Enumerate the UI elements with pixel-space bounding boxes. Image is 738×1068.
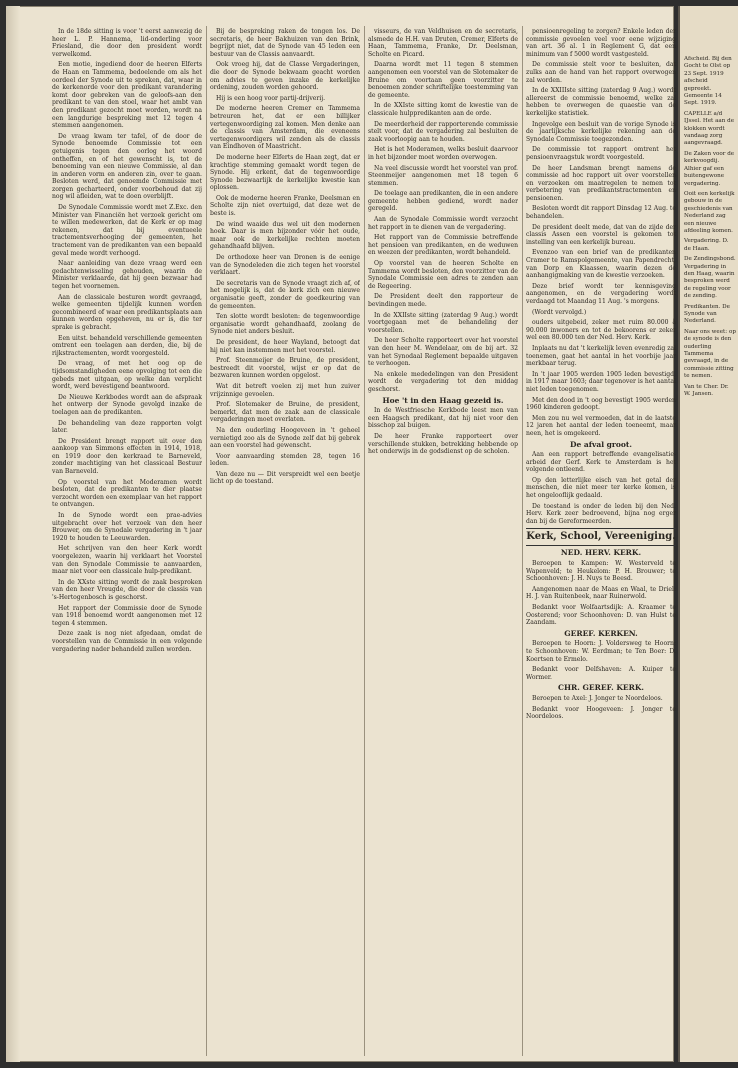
article-paragraph: De President brengt rapport uit over den aankoop van Simmons effecten in 1914, 1918, en 1919 door den kerkraad te Barneveld, zonder machtiging van het classicaal Bestuur van Barneveld. [52,437,202,476]
article-paragraph: De moderne heer Elferts de Haan zegt, dat er krachtige stemming gemaakt wordt tegen de Synode. Hij erkent, dat de tegenwoordige Synode bezwaarlijk de kerkelijke kwestie kan oplossen. [210,153,360,192]
sub-heading: De afval groot. [570,439,632,449]
article-paragraph: Prof. Slotemaker de Bruine, de president, bemerkt, dat men de zaak aan de classicale vergaderingen moet overlaten. [210,401,360,424]
article-paragraph: In de XXIIste sitting (zaterdag 9 Aug.) wordt voortgegaan met de behandeling der voorstellen. [368,311,518,334]
adjacent-page-text [684,56,736,401]
article-paragraph: Men zou nu wel vermoeden, dat in de laatste 12 jaren het aantal der leden toeneemt, maar neen, het is omgekeerd. [526,414,676,437]
article-paragraph: Aan een rapport betreffende evangelisatie-arbeid der Gerf. Kerk te Amsterdam is het volgende ontleend. [526,451,676,474]
article-paragraph: Bedankt voor Hoogeveen: J. Jonger te Noordeloos. [526,705,676,721]
page-binding-shadow [6,6,20,1062]
article-paragraph: Aangenomen naar de Maas en Waal, te Driel: H. J. van Ruitenbeek, naar Ruinerwold. [526,585,676,601]
article-paragraph: Bij de bespreking raken de tongen los. De secretaris, de heer Bakhuizen van den Brink, begrijpt niet, dat de Synode van 45 leden een bestuur van de Classis aanvaardt. [210,28,360,58]
article-paragraph: De heer Scholte rapporteert over het voorstel van den heer M. Wendelaar, om de bij art. 32 van het Synodaal Reglement bepaalde uitgaven te verhoogen. [368,337,518,368]
adjacent-paragraph: Afscheid. Bij den Gocht te Olst op 23 Sept. 1919 afscheid gepreekt. Gemeente 14 Sept. 1919. [684,56,732,107]
article-paragraph: Bedankt voor Delfshaven: A. Kuiper te Wormer. [526,666,676,681]
section-heading: Kerk, School, Vereeniging. [526,528,676,546]
column-2 [210,28,360,1058]
article-paragraph: De Nieuwe Kerkbodes wordt aan de afspraak het ontwerp der Synode gevolgd inzake de toelagen aan de predikanten. [52,393,202,416]
article-paragraph: De President deelt den rapporteur de bevindingen mede. [368,293,518,308]
article-paragraph: Het rapport der Commissie door de Synode van 1918 benoemd wordt aangenomen met 12 tegen 4 stemmen. [52,604,202,627]
sub-heading: NED. HERV. KERK. [560,548,642,558]
article-paragraph: In de XXIste sitting komt de kwestie van de classicale hulppredikanten aan de orde. [368,102,518,117]
article-paragraph: pensioenregeling te zorgen? Enkele leden der commissie gevoelen veel voor eene wijziging van art. 36 al. 1 in Reglement G, dat een minimum van f 5000 wordt vastgesteld. [526,28,676,58]
column-3 [368,28,518,1058]
adjacent-paragraph: De Zaken voor de kerkvoogdij. Alhier gaf een buitengewone vergadering. [684,150,735,187]
column-divider [522,26,523,1056]
article-paragraph: De wind waaide dus wel uit den modernen hoek. Daar is men bijzonder vóór het oude, maar ook de kerkelijke rechten moeten gehandhaafd blijven. [210,220,360,251]
adjacent-paragraph: Ooit een kerkelijk gebouw in de geschiedenis van Nederland zag een nieuwe afdeeling komen. [684,190,735,234]
article-paragraph: In 't jaar 1905 werden 1905 leden bevestigd, in 1917 maar 1603; daar tegenover is het aantal niet leden toegenomen. [526,370,676,393]
article-paragraph: Ingevolge een besluit van de vorige Synode is de jaarlijksche kerkelijke rekening aan de Synodale Commissie toegezonden. [526,120,676,143]
adjacent-paragraph: Vergadering. D. de Haan. [684,238,729,252]
article-paragraph: Het rapport van de Commissie betreffende het pensioen van predikanten, en de weduwen en weezen der predikanten, wordt behandeld. [368,234,518,257]
article-paragraph: Na enkele mededelingen van den President wordt de vergadering tot den middag geschorst. [368,370,518,393]
article-paragraph: Ten slotte wordt besloten: de tegenwoordige organisatie wordt gehandhaafd, zoolang de Synode niet anders besluit. [210,313,360,336]
adjacent-paragraph: Predikanten. De Synode van Nederland. [684,303,730,325]
article-paragraph: Na veel discussie wordt het voorstel van prof. Steenmeijer aangenomen met 18 tegen 6 stemmen. [368,164,518,187]
column-1 [52,28,202,1058]
article-paragraph: Aan de classicale besturen wordt gevraagd, welke gemeenten tijdelijk kunnen worden gecombineerd of waar een predikantsplaats aan kunnen worden opgeheven, nu er is, die ter sprake is gebracht. [52,293,202,331]
article-paragraph: De heer Landsman brengt namens de commissie ad hoc rapport uit over voorstellen en verzoeken om maatregelen te nemen tot verbetering van predikantstractementen en pensioenen. [526,164,676,202]
article-paragraph: De moderne heeren Cremer en Tammema betreuren het, dat er een billijker vertegenwoordiging zal komen. Men denke aan de classis van Amsterdam, die eveneens vertegenwoordigers wil zenden als de classis van Eindhoven of Maastricht. [210,105,360,151]
article-paragraph: Het schrijven van den heer Kerk wordt voorgelezen, waarin hij verklaart het Voorstel van den Synodale Commissie te aanvaarden, maar niet voor een classicale hulp-predikant. [52,545,202,576]
article-paragraph: De orthodoxe heer van Dronen is de eenige van de Synodeleden die zich tegen het voorstel verklaart. [210,254,360,277]
article-paragraph: De toelage aan predikanten, die in een andere gemeente hebben gediend, wordt nader geregeld. [368,190,518,213]
article-paragraph: Ook de moderne heeren Franke, Deelsman en Scholte zijn niet overtuigd, dat deze wet de beste is. [210,194,360,218]
article-paragraph: Een motie, ingediend door de heeren Elferts de Haan en Tammema, bedoelende om als het oordeel der Synode uit te spreken, dat, waar in de kerkenorde voor den predikant varandering komt door gebreken van de geloofs-aan den predikant te van den stoel, waar het ambt van den predikant gezocht moet worden, wordt na een langdurige bespreking met 12 tegen 4 stemmen aangenomen. [52,61,202,130]
column-4 [526,28,676,1058]
article-paragraph: Deze brief wordt ter kennisgeving aangenomen, en de vergadering wordt verdaagd tot Maandag 11 Aug. 's morgens. [526,282,676,305]
article-paragraph: De behandeling van deze rapporten volgt later. [52,419,202,435]
article-paragraph: Op voorstel van de heeren Scholte en Tammema wordt besloten, den voorzitter van de Synodale Commissie een adres te zenden aan de Regeering. [368,260,518,290]
article-paragraph: De secretaris van de Synode vraagt zich af, of het mogelijk is, dat de kerk zich een nieuwe organisatie geeft, zonder de goedkeuring van de gemeenten. [210,279,360,310]
adjacent-paragraph: Naar ons weet: op de synode is den ouderling Tammema gevraagd, in de commissie zitting te nemen. [684,328,736,380]
article-paragraph: visseurs, de van Veldhuisen en de secretaris, alsmede de H.H. van Druten, Cremer, Elferts de Haan, Tammema, Franke, Dr. Deelsman, Scholte en Picard. [368,28,518,58]
article-paragraph: De heer Franke rapporteert over verschillende stukken, betrekking hebbende op het onderwijs in de godsdienst op de scholen. [368,432,518,456]
article-paragraph: In de XXste sitting wordt de zaak besproken van den heer Vreugde, die door de classis van 's-Hertogenbosch is geschorst. [52,578,202,601]
sub-heading: GEREF. KERKEN. [564,628,638,638]
article-paragraph: Wat dit betreft voelen zij met hun zuiver vrijzinnige gevoelen. [210,382,360,398]
article-paragraph: Op den letterlijke eisch van het getal der menschen, die niet meer ter kerke komen, is het ongelooflijk gedaald. [526,476,676,500]
article-paragraph: Deze zaak is nog niet afgedaan, omdat de voorstellen van de Commissie in een volgende vergadering nader behandeld zullen worden. [52,630,202,653]
article-paragraph: De president deelt mede, dat van de zijde der classis Assen een voorstel is gekomen tot instelling van een kerkelijk bureau. [526,223,676,246]
sub-heading: CHR. GEREF. KERK. [558,683,644,693]
article-paragraph: Ook vroeg hij, dat de Classe Vergaderingen, die door de Synode bekwaam geacht worden om advies te geven inzake de kerkelijke ordening, zouden worden gehoord. [210,61,360,92]
article-paragraph: (Wordt vervolgd.) [532,308,587,316]
article-paragraph: Beroepen te Kampen: W. Westerveld te Wapenveld; te Heukelom: P. H. Brouwer; te Schoonhoven: J. H. Nuys te Beesd. [526,560,676,583]
article-paragraph: Inplaats nu dat 't kerkelijk leven evenredig zal toenemen, gaat het aantal in het voorbije jaar merkbaar terug. [526,344,676,368]
article-paragraph: Hoe 't in den Haag gezeid is. [382,395,504,405]
article-paragraph: Het is het Moderamen, welks besluit daarvoor in het bijzonder moet worden overwogen. [368,146,518,161]
article-paragraph: In de Synode wordt een prae-advies uitgebracht over het verzoek van den heer Brouwer, om de Synodale vergadering in 't jaar 1920 te houden te Leeuwarden. [52,512,202,542]
article-paragraph: De Synodale Commissie wordt met Z.Exc. den Minister van Financiën het verzoek gericht om te willen medewerken, dat de Kerk er op mag rekenen, dat bij eventueele tractementsverhooging der gemeenten, het tractement van de predikanten van een bepaald geval mede wordt verhoogd. [52,204,202,257]
article-paragraph: Voor aanvaarding stemden 28, tegen 16 leden. [210,452,360,468]
article-paragraph: Besloten wordt dit rapport Dinsdag 12 Aug. te behandelen. [526,205,676,221]
article-paragraph: Van deze nu — Dit verspreidt wel een beetje licht op de toestand. [210,470,360,486]
article-paragraph: Aan de Synodale Commissie wordt verzocht het rapport in te dienen van de vergadering. [368,216,518,231]
article-paragraph: Bedankt voor Wolfaartsdijk: A. Kraamer te Oosterend; voor Schoonhoven: D. van Hulst te Zaandam. [526,604,676,627]
article-paragraph: Daarna wordt met 11 tegen 8 stemmen aangenomen een voorstel van de Slotemaker de Bruine om voortaan geen voorzitter te benoemen zonder schriftelijke toestemming van de gemeente. [368,61,518,99]
newspaper-page [6,6,674,1062]
article-paragraph: Evenzoo van een brief van de predikanten Cramer te Ramspolgemeente, van Papendrecht, van Dorp en Klaassen, waarin dezen de aanhangigmaking van de kwestie verzoeken. [526,249,676,280]
article-paragraph: De president, de heer Wayland, betoogt dat hij niet kan instemmen met het voorstel. [210,338,360,354]
article-paragraph: ouders uitgebeid, zeker met ruim 80.000 à 90.000 inwoners en tot de bekoorens er zeker wel een 80.000 ten der Ned. Herv. Kerk. [526,319,676,342]
adjacent-paragraph: Van te Cher. Dr. W. Jansen. [684,383,729,398]
article-paragraph: In de XXIIIste sitting (zaterdag 9 Aug.) wordt allereerst de commissie benoemd, welke zal hebben te overwegen de quaestie van de kerkelijke statistiek. [526,87,676,117]
article-paragraph: Beroepen te Axel: J. Jonger te Noordeloos. [532,694,663,702]
article-paragraph: Prof. Steenmeijer de Bruine, de president, bestreedt dit voorstel, wijst er op dat de bezwaren kunnen worden opgelost. [210,357,360,380]
article-paragraph: Een uitst. behandeld verschillende gemeenten omtrent een toelagen aan derden, die, bij de rijkstractementen, wordt voorgesteld. [52,334,202,357]
article-paragraph: In de Westfriesche Kerkbode leest men van een Haagsch predikant, dat hij niet voor den bisschop zal buigen. [368,407,518,430]
article-paragraph: De commissie tot rapport omtrent het pensioenvraagstuk wordt voorgesteld. [526,146,676,161]
article-paragraph: Na den ouderling Hoogeveen in 't geheel vernietigd zoo als de Synode zelf dat bij gebrek aan een voorstel had gewenscht. [210,426,360,450]
article-paragraph: De vraag, of met het oog op de tijdsomstandigheden eene opvolging tot een die gebeds met uitgaan, op welke dan verplicht wordt, werd bevestigend beantwoord. [52,360,202,391]
article-paragraph: Met den dood in 't oog bevestigt 1905 werden 1960 kinderen gedoopt. [526,396,676,412]
article-paragraph: De commissie stelt voor te besluiten, dat zulks aan de hand van het rapport overwogen zal worden. [526,61,676,84]
column-divider [206,26,207,1056]
column-divider [364,26,365,1056]
article-paragraph: Hij is een hoog voor partij-drijverij. [216,94,326,102]
article-paragraph: Beroepen te Hoorn: J. Voldersweg te Hoorn; te Schoonhoven: W. Eerdman; te Ten Boer: D. Koertsen te Ermelo. [526,640,676,663]
adjacent-paragraph: De Zendingsbond. Vergadering in den Haag, waarin besproken werd de regeling voor de zending. [684,256,736,300]
article-paragraph: De vraag kwam ter tafel, of de door de Synode benoemde Commissie tot een getuigenis tegen den oorlog het woord ontheffen, en of het gewenscht is, tot de benoeming van een nieuwe Commissie, al dan in anderen vorm en anderen zin, over te gaan. Besloten werd, dat genoemde Commissie met zorgen gecharteerd, onder voorbehoud dat zij nog wil afleiden, wat te doen overblijft. [52,132,202,201]
article-paragraph: Naar aanleiding van deze vraag werd een gedachtenwisseling gehouden, waarin de Minister verklaarde, dat hij geen bezwaar had tegen het voornemen. [52,260,202,290]
article-paragraph: Op voorstel van het Moderamen wordt besloten, dat de predikanten te dier plaatse verzocht worden een exemplaar van het rapport te ontvangen. [52,478,202,509]
article-paragraph: In de 18de sitting is voor 't eerst aanwezig de heer L. P. Hannema, lid-onderling voor Friesland, die door den president wordt verwelkomd. [52,28,202,58]
adjacent-page-edge [678,6,738,1062]
article-paragraph: De meerderheid der rapporterende commissie stelt voor, dat de vergadering zal besluiten de zaak voorloopig aan te houden. [368,120,518,143]
adjacent-paragraph: CAPELLE a/d IJssel. Het aan de klokken wordt vandaag zorg aangevraagd. [684,110,735,147]
article-paragraph: De toestand is onder de leden bij den Ned. Herv. Kerk zeer bedroevend, bijna nog erger dan bij de Gereformeerden. [526,502,676,525]
